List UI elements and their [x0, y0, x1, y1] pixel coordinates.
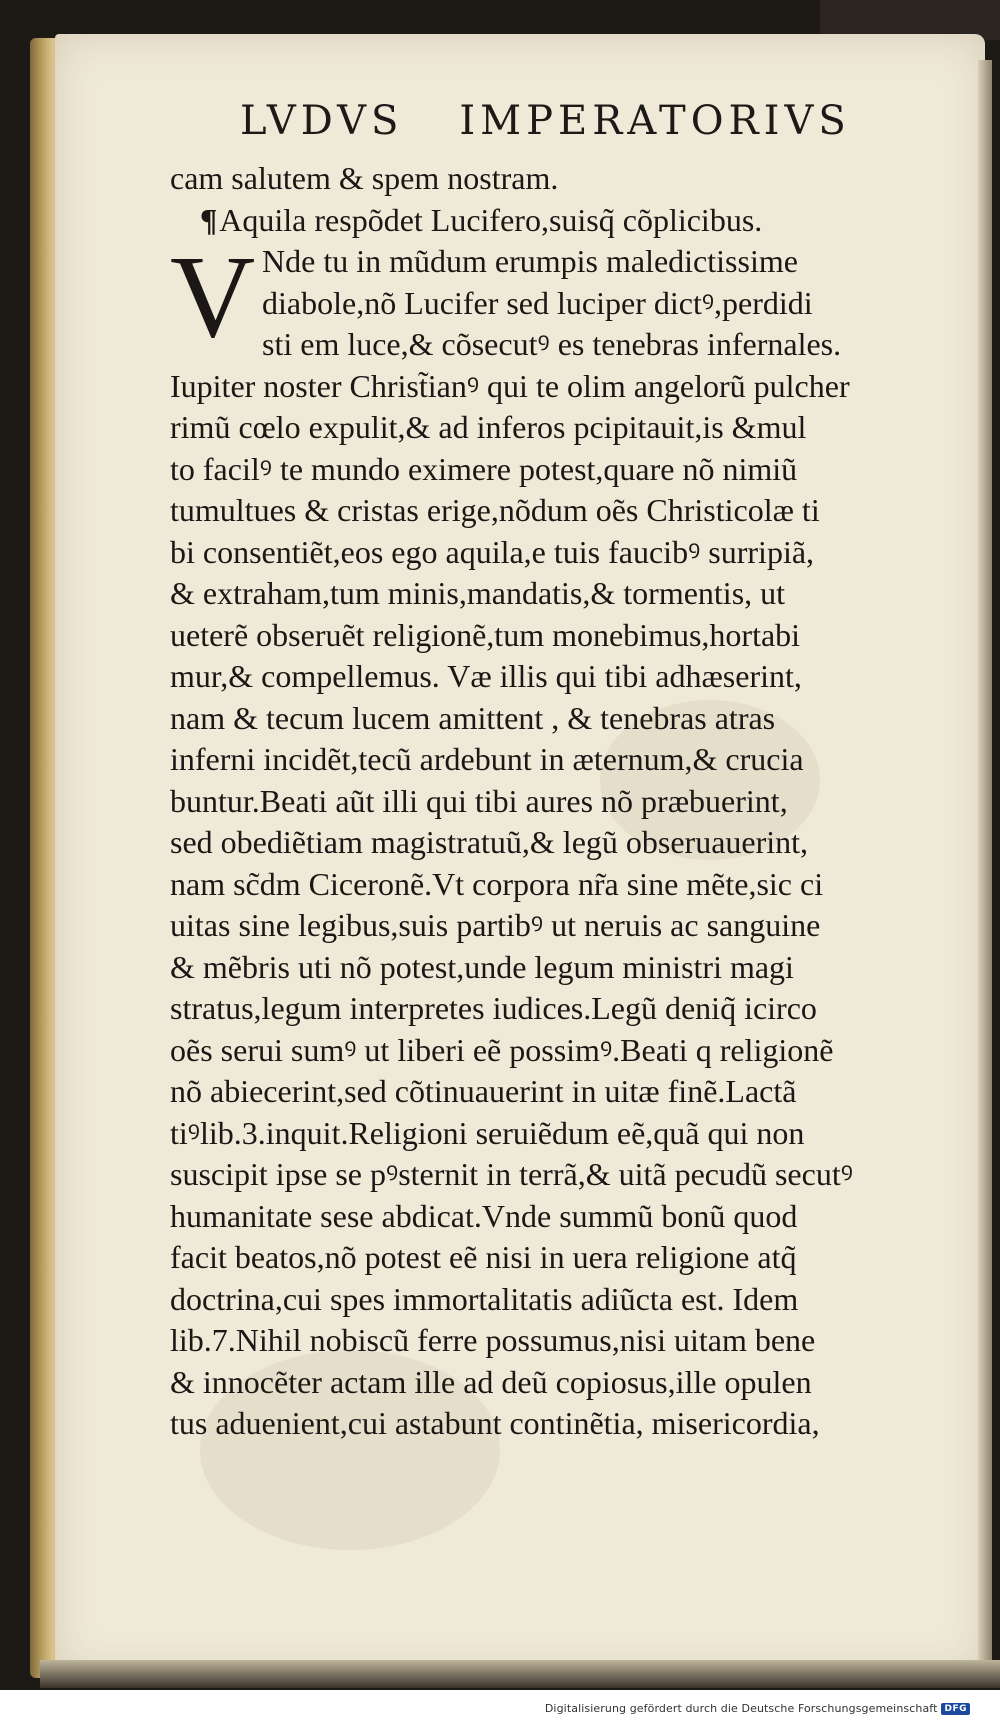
text-line: uitas sine legibus,suis partibꝰ ut neruis ac sanguine [170, 907, 821, 943]
page-bottom-edge [40, 1660, 1000, 1688]
text-line: lib.7.Nihil nobiscũ ferre possumus,nisi uitam bene [170, 1322, 816, 1358]
running-head [240, 98, 920, 144]
text-line: suscipit ipse se pꝰsternit in terrã,& uitã pecudũ secutꝰ [170, 1156, 853, 1192]
text-line: bi consentiẽt,eos ego aquila,e tuis faucibꝰ surripiã, [170, 533, 815, 570]
funding-credit-text: Digitalisierung gefördert durch die Deutsche Forschungsgemeinschaft [544, 1702, 938, 1715]
text-line: & mẽbris uti nõ potest,unde legum ministri magi [170, 948, 794, 985]
dfg-logo-icon: DFG [941, 1703, 970, 1715]
pilcrow-mark: ¶ [200, 201, 218, 238]
text-line: sti em luce,& cõsecutꝰ es tenebras infernales. [262, 326, 842, 362]
text-line: & extraham,tum minis,mandatis,& tormentis, ut [170, 575, 786, 611]
text-line: to facilꝰ te mundo eximere potest,quare nõ nimiũ [170, 450, 798, 487]
text-line: & innocẽter actam ille ad deũ copiosus,ille opulen [170, 1363, 812, 1400]
text-line: cam salutem & spem nostram. [170, 160, 559, 196]
drop-cap-initial: V [170, 231, 256, 362]
text-line: mur,& compellemus. Væ illis qui tibi adhæserint, [170, 658, 802, 694]
text-line: oẽs serui sumꝰ ut liberi eẽ possimꝰ.Beati q religionẽ [170, 1031, 834, 1068]
text-line: humanitate sese abdicat.Vnde summũ bonũ quod [170, 1197, 798, 1234]
running-head-word-2: IMPERATORIVS [459, 98, 851, 144]
running-head-word-1: LVDVS [240, 98, 404, 144]
text-line: nam sc̃dm Ciceronẽ.Vt corpora nr̃a sine mẽte,sic ci [170, 865, 824, 902]
text-line: Iupiter noster Christ̃ianꝰ qui te olim angelorũ pulcher [170, 367, 850, 404]
section-heading-text: Aquila respõdet Lucifero,suisq̃ cõplicibus. [219, 201, 763, 238]
funding-credit [545, 1702, 970, 1715]
text-line: Nde tu in mũdum erumpis maledictissime [262, 243, 798, 279]
text-line: ueterẽ obseruẽt religionẽ,tum monebimus,hortabi [170, 616, 801, 653]
text-line: nam & tecum lucem amittent , & tenebras atras [170, 699, 776, 736]
text-line: nõ abiecerint,sed cõtinuauerint in uitæ finẽ.Lactã [170, 1073, 797, 1109]
text-line: facit beatos,nõ potest eẽ nisi in uera religione atq̃ [170, 1239, 797, 1275]
text-line: stratus,legum interpretes iudices.Legũ deniq̃ icirco [170, 990, 817, 1026]
text-line: diabole,nõ Lucifer sed luciper dictꝰ,perdidi [262, 284, 813, 321]
text-line: sed obediẽtiam magistratuũ,& legũ obseruauerint, [170, 824, 809, 860]
page-fore-edge [978, 60, 992, 1660]
text-line: rimũ cœlo expulit,& ad inferos pcipitauit,is &mul [170, 409, 807, 445]
section-heading [200, 200, 970, 242]
text-line: tumultues & cristas erige,nõdum oẽs Christicolæ ti [170, 492, 820, 528]
body-text [170, 158, 970, 1445]
text-line: tiꝰlib.3.inquit.Religioni seruiẽdum eẽ,quã qui non [170, 1114, 805, 1151]
text-line: doctrina,cui spes immortalitatis adiũcta est. Idem [170, 1280, 799, 1317]
text-line: tus aduenient,cui astabunt continẽtia, misericordia, [170, 1405, 820, 1441]
text-line: inferni incidẽt,tecũ ardebunt in æternum,& crucia [170, 741, 804, 777]
text-line: buntur.Beati aũt illi qui tibi aures nõ præbuerint, [170, 782, 788, 819]
